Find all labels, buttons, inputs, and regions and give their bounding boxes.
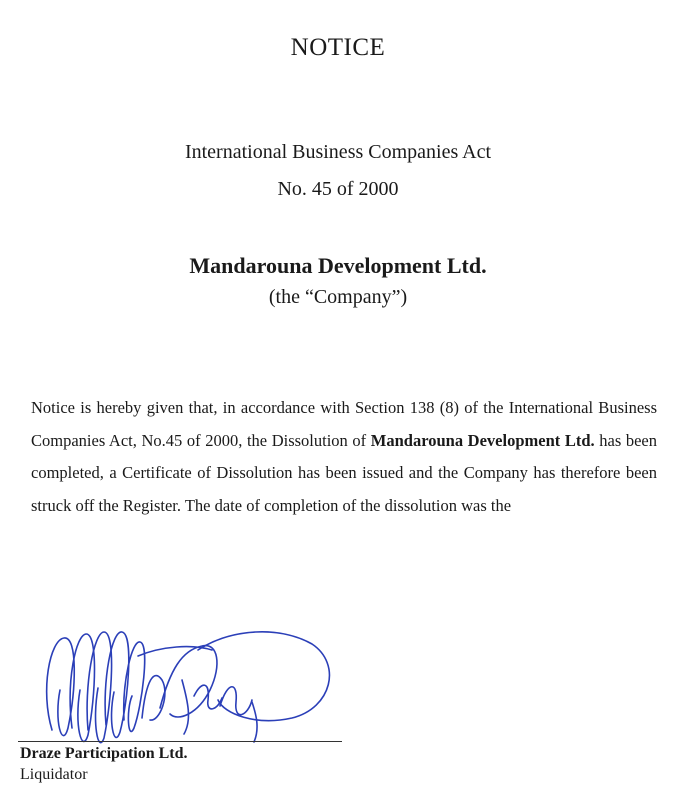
signature-line — [18, 741, 342, 742]
signer-role: Liquidator — [20, 766, 88, 783]
body-company-name: Mandarouna Development Ltd. — [370, 430, 595, 450]
body-text-part1: Notice is hereby given that, in accordance with Section 138 (8) of the International Business Companies Act, No.45 of 2000, the Dissolution of — [31, 398, 657, 450]
act-name: International Business Companies Act — [184, 141, 492, 163]
notice-body — [31, 392, 657, 522]
company-name: Mandarouna Development Ltd. — [189, 253, 487, 278]
body-text-part2: has been completed, a Certificate of Dissolution has been issued and the Company has therefore been struck off the Register. The date of completion of the dissolution was the — [31, 430, 657, 515]
act-number: No. 45 of 2000 — [277, 178, 399, 200]
signer-name: Draze Participation Ltd. — [20, 745, 188, 762]
handwritten-signature — [42, 610, 342, 760]
company-alias: (the “Company”) — [268, 286, 408, 308]
notice-title: NOTICE — [290, 34, 386, 61]
